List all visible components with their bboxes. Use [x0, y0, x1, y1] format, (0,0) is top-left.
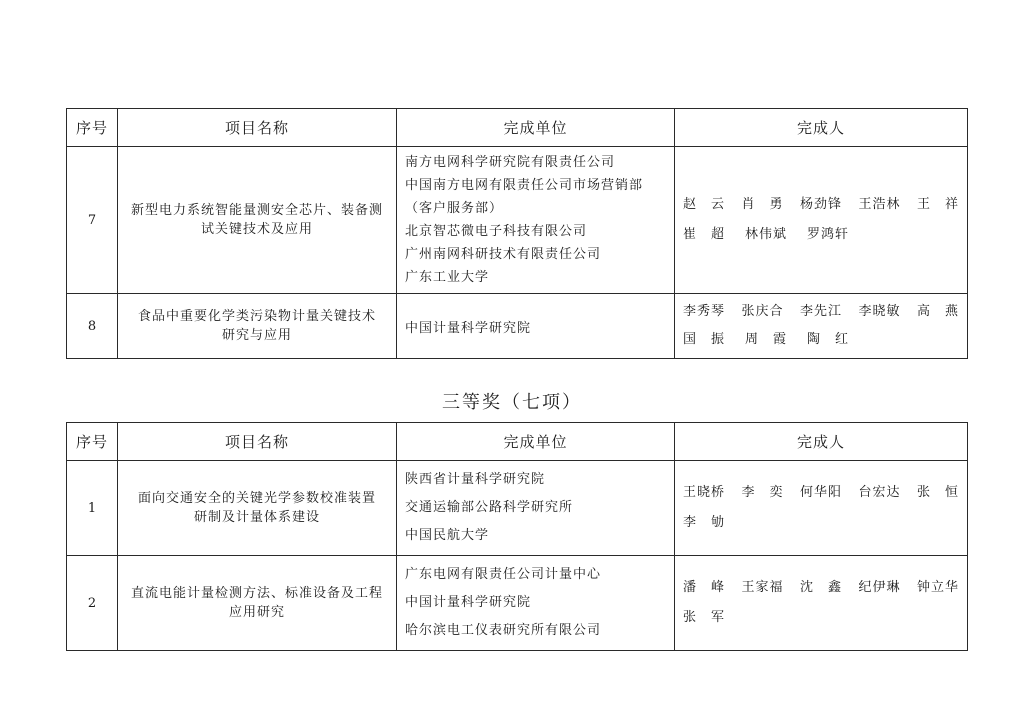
- completion-people: 王晓桥 李 奕 何华阳 台宏达 张 恒 李 劬: [675, 461, 968, 556]
- header-name: 项目名称: [118, 109, 397, 147]
- header-people: 完成人: [675, 109, 968, 147]
- section-title: 三等奖（七项）: [442, 392, 582, 413]
- completion-units: 陕西省计量科学研究院 交通运输部公路科学研究所 中国民航大学: [397, 461, 675, 556]
- header-unit: 完成单位: [397, 109, 675, 147]
- award-table-second-prize: [66, 108, 968, 359]
- project-name: 食品中重要化学类污染物计量关键技术 研究与应用: [118, 294, 397, 359]
- table-row: [67, 294, 968, 359]
- completion-units: 南方电网科学研究院有限责任公司 中国南方电网有限责任公司市场营销部 （客户服务部） 北京智芯微电子科技有限公司 广州南网科研技术有限责任公司 广东工业大学: [397, 147, 675, 294]
- row-no: 8: [67, 294, 118, 359]
- completion-people: 赵 云 肖 勇 杨劲锋 王浩林 王 祥 崔 超 林伟斌 罗鸿轩: [675, 147, 968, 294]
- completion-units: 中国计量科学研究院: [397, 294, 675, 359]
- header-no: 序号: [67, 423, 118, 461]
- table-row: [67, 556, 968, 651]
- row-no: 1: [67, 461, 118, 556]
- completion-people: 潘 峰 王家福 沈 鑫 纪伊琳 钟立华 张 军: [675, 556, 968, 651]
- row-no: 7: [67, 147, 118, 294]
- project-name: 新型电力系统智能量测安全芯片、装备测 试关键技术及应用: [118, 147, 397, 294]
- award-table-third-prize: [66, 422, 968, 651]
- completion-people: 李秀琴 张庆合 李先江 李晓敏 高 燕 国 振 周 霞 陶 红: [675, 294, 968, 359]
- completion-units: 广东电网有限责任公司计量中心 中国计量科学研究院 哈尔滨电工仪表研究所有限公司: [397, 556, 675, 651]
- row-no: 2: [67, 556, 118, 651]
- header-people: 完成人: [675, 423, 968, 461]
- project-name: 面向交通安全的关键光学参数校准装置 研制及计量体系建设: [118, 461, 397, 556]
- table-row: [67, 461, 968, 556]
- project-name: 直流电能计量检测方法、标准设备及工程 应用研究: [118, 556, 397, 651]
- table-header-row: [67, 109, 968, 147]
- table-row: [67, 147, 968, 294]
- header-name: 项目名称: [118, 423, 397, 461]
- header-unit: 完成单位: [397, 423, 675, 461]
- header-no: 序号: [67, 109, 118, 147]
- table-header-row: [67, 423, 968, 461]
